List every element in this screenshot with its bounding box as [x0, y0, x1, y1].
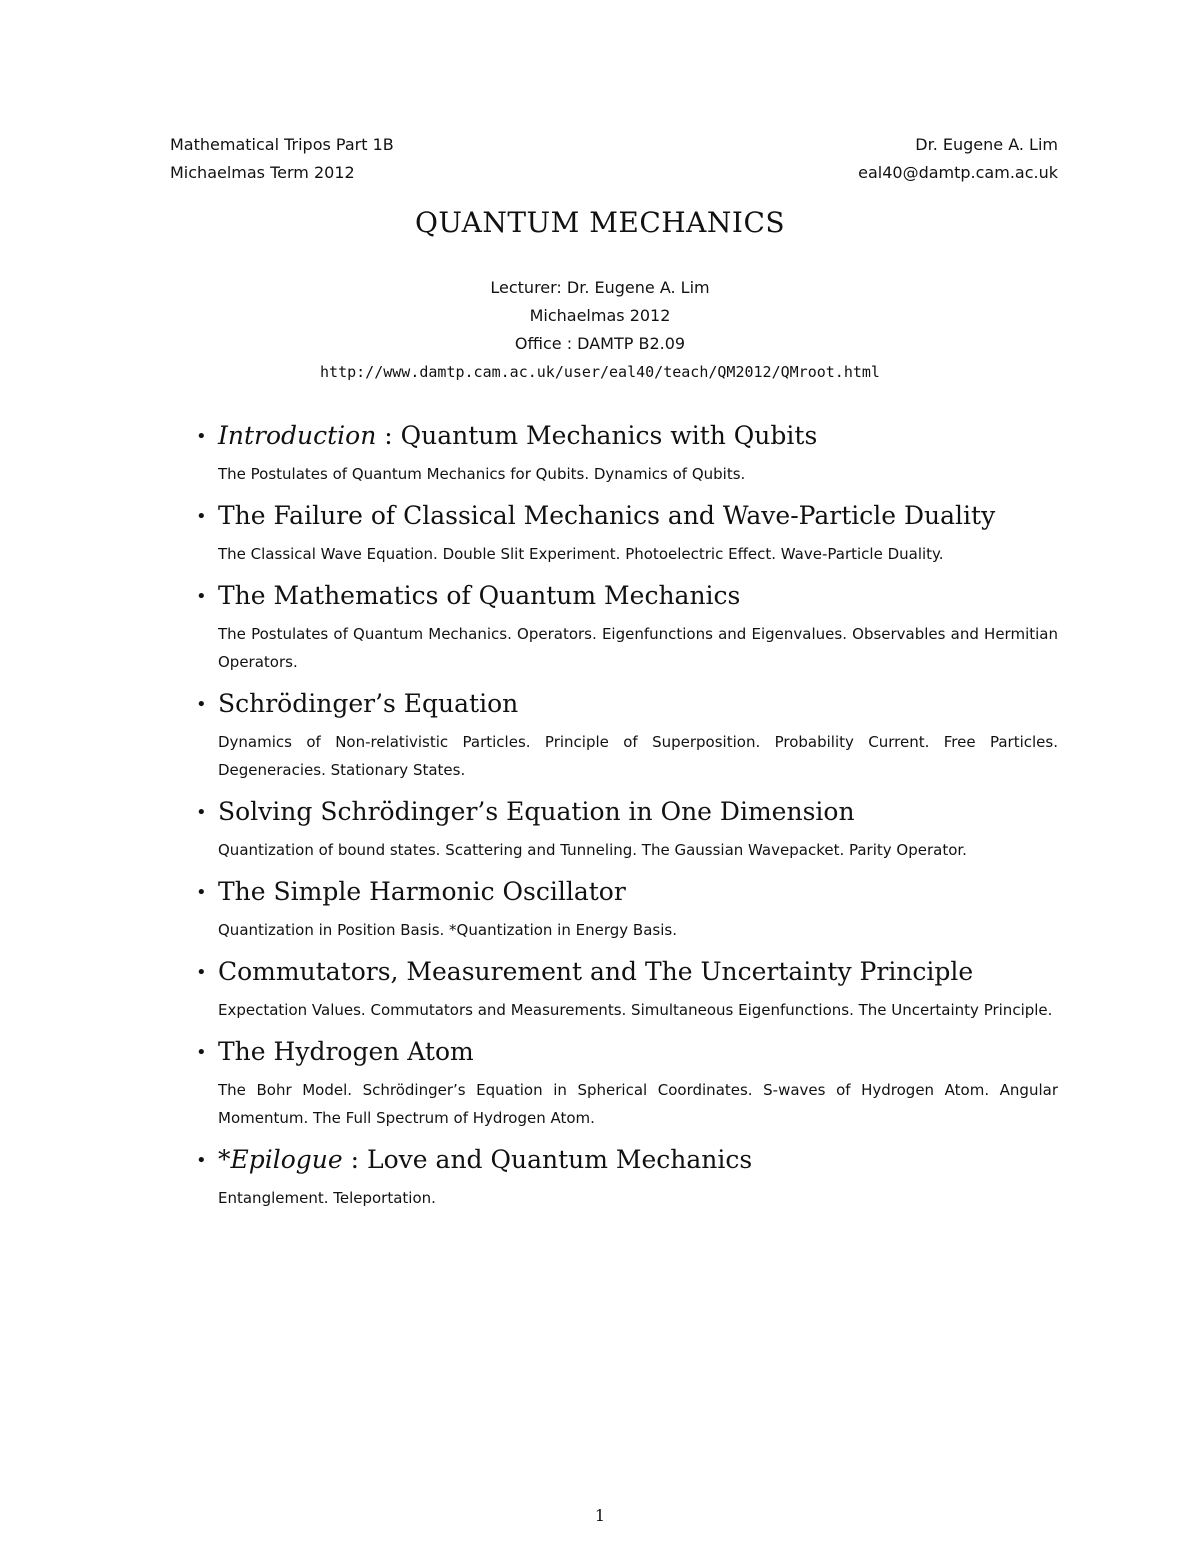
section-heading: [196, 870, 1058, 914]
section-description: The Classical Wave Equation. Double Slit Experiment. Photoelectric Effect. Wave-Particle Duality.: [218, 545, 944, 563]
bullet-icon: •: [196, 586, 207, 607]
section-heading-text: The Mathematics of Quantum Mechanics: [218, 581, 741, 610]
section-description: Expectation Values. Commutators and Measurements. Simultaneous Eigenfunctions. The Uncertainty Principle.: [218, 1001, 1053, 1019]
bullet-icon: •: [196, 962, 207, 983]
section-heading-text: Solving Schrödinger’s Equation in One Dimension: [218, 797, 855, 826]
author-info: [858, 131, 1058, 187]
section-heading-text: The Failure of Classical Mechanics and Wave-Particle Duality: [218, 501, 996, 530]
syllabus-item: [196, 950, 1058, 1024]
bullet-icon: •: [196, 1150, 207, 1171]
section-heading-text: Schrödinger’s Equation: [218, 689, 519, 718]
section-heading-emphasis: *Epilogue: [218, 1145, 343, 1174]
section-heading-text: : Quantum Mechanics with Qubits: [376, 421, 818, 450]
lecture-meta: [0, 274, 1200, 386]
syllabus-item: [196, 494, 1058, 568]
bullet-icon: •: [196, 802, 207, 823]
syllabus-item: [196, 1138, 1058, 1212]
syllabus-item: [196, 1030, 1058, 1132]
bullet-icon: •: [196, 1042, 207, 1063]
section-description: Dynamics of Non-relativistic Particles. Principle of Superposition. Probability Current. Free Particles. Degeneracies. Stationary States.: [218, 733, 1058, 779]
bullet-icon: •: [196, 506, 207, 527]
syllabus-item: [196, 790, 1058, 864]
term-line: Michaelmas 2012: [529, 306, 671, 325]
bullet-icon: •: [196, 426, 207, 447]
page-number: 1: [594, 1506, 606, 1525]
section-description: Entanglement. Teleportation.: [218, 1189, 436, 1207]
document-title: QUANTUM MECHANICS: [414, 206, 786, 239]
section-heading-text: : Love and Quantum Mechanics: [342, 1145, 753, 1174]
syllabus-item: [196, 414, 1058, 488]
bullet-icon: •: [196, 694, 207, 715]
section-heading: [196, 1138, 1058, 1182]
section-heading: [196, 1030, 1058, 1074]
section-heading: [196, 494, 1058, 538]
section-description: Quantization in Position Basis. *Quantization in Energy Basis.: [218, 921, 677, 939]
section-heading-text: The Simple Harmonic Oscillator: [218, 877, 626, 906]
course-url: http://www.damtp.cam.ac.uk/user/eal40/teach/QM2012/QMroot.html: [320, 363, 880, 381]
course-info: [170, 131, 394, 187]
syllabus-item: [196, 682, 1058, 784]
section-description: The Bohr Model. Schrödinger’s Equation in Spherical Coordinates. S-waves of Hydrogen Atom. Angular Momentum. The Full Spectrum of Hydrogen Atom.: [218, 1081, 1058, 1127]
section-heading: [196, 790, 1058, 834]
syllabus-item: [196, 870, 1058, 944]
section-heading: [196, 414, 1058, 458]
section-description: The Postulates of Quantum Mechanics. Operators. Eigenfunctions and Eigenvalues. Observables and Hermitian Operators.: [218, 625, 1058, 671]
section-description: Quantization of bound states. Scattering and Tunneling. The Gaussian Wavepacket. Parity Operator.: [218, 841, 967, 859]
author-name: Dr. Eugene A. Lim: [915, 135, 1058, 154]
section-heading: [196, 574, 1058, 618]
section-heading-emphasis: Introduction: [218, 421, 377, 450]
section-heading: [196, 682, 1058, 726]
author-email: eal40@damtp.cam.ac.uk: [858, 163, 1058, 182]
course-term: Michaelmas Term 2012: [170, 163, 355, 182]
bullet-icon: •: [196, 882, 207, 903]
office-line: Office : DAMTP B2.09: [514, 334, 686, 353]
course-name: Mathematical Tripos Part 1B: [170, 135, 394, 154]
section-heading-text: Commutators, Measurement and The Uncertainty Principle: [218, 957, 974, 986]
lecturer-line: Lecturer: Dr. Eugene A. Lim: [490, 278, 710, 297]
section-heading-text: The Hydrogen Atom: [218, 1037, 474, 1066]
syllabus-item: [196, 574, 1058, 676]
syllabus-list: [196, 414, 1058, 1218]
section-description: The Postulates of Quantum Mechanics for Qubits. Dynamics of Qubits.: [218, 465, 746, 483]
section-heading: [196, 950, 1058, 994]
